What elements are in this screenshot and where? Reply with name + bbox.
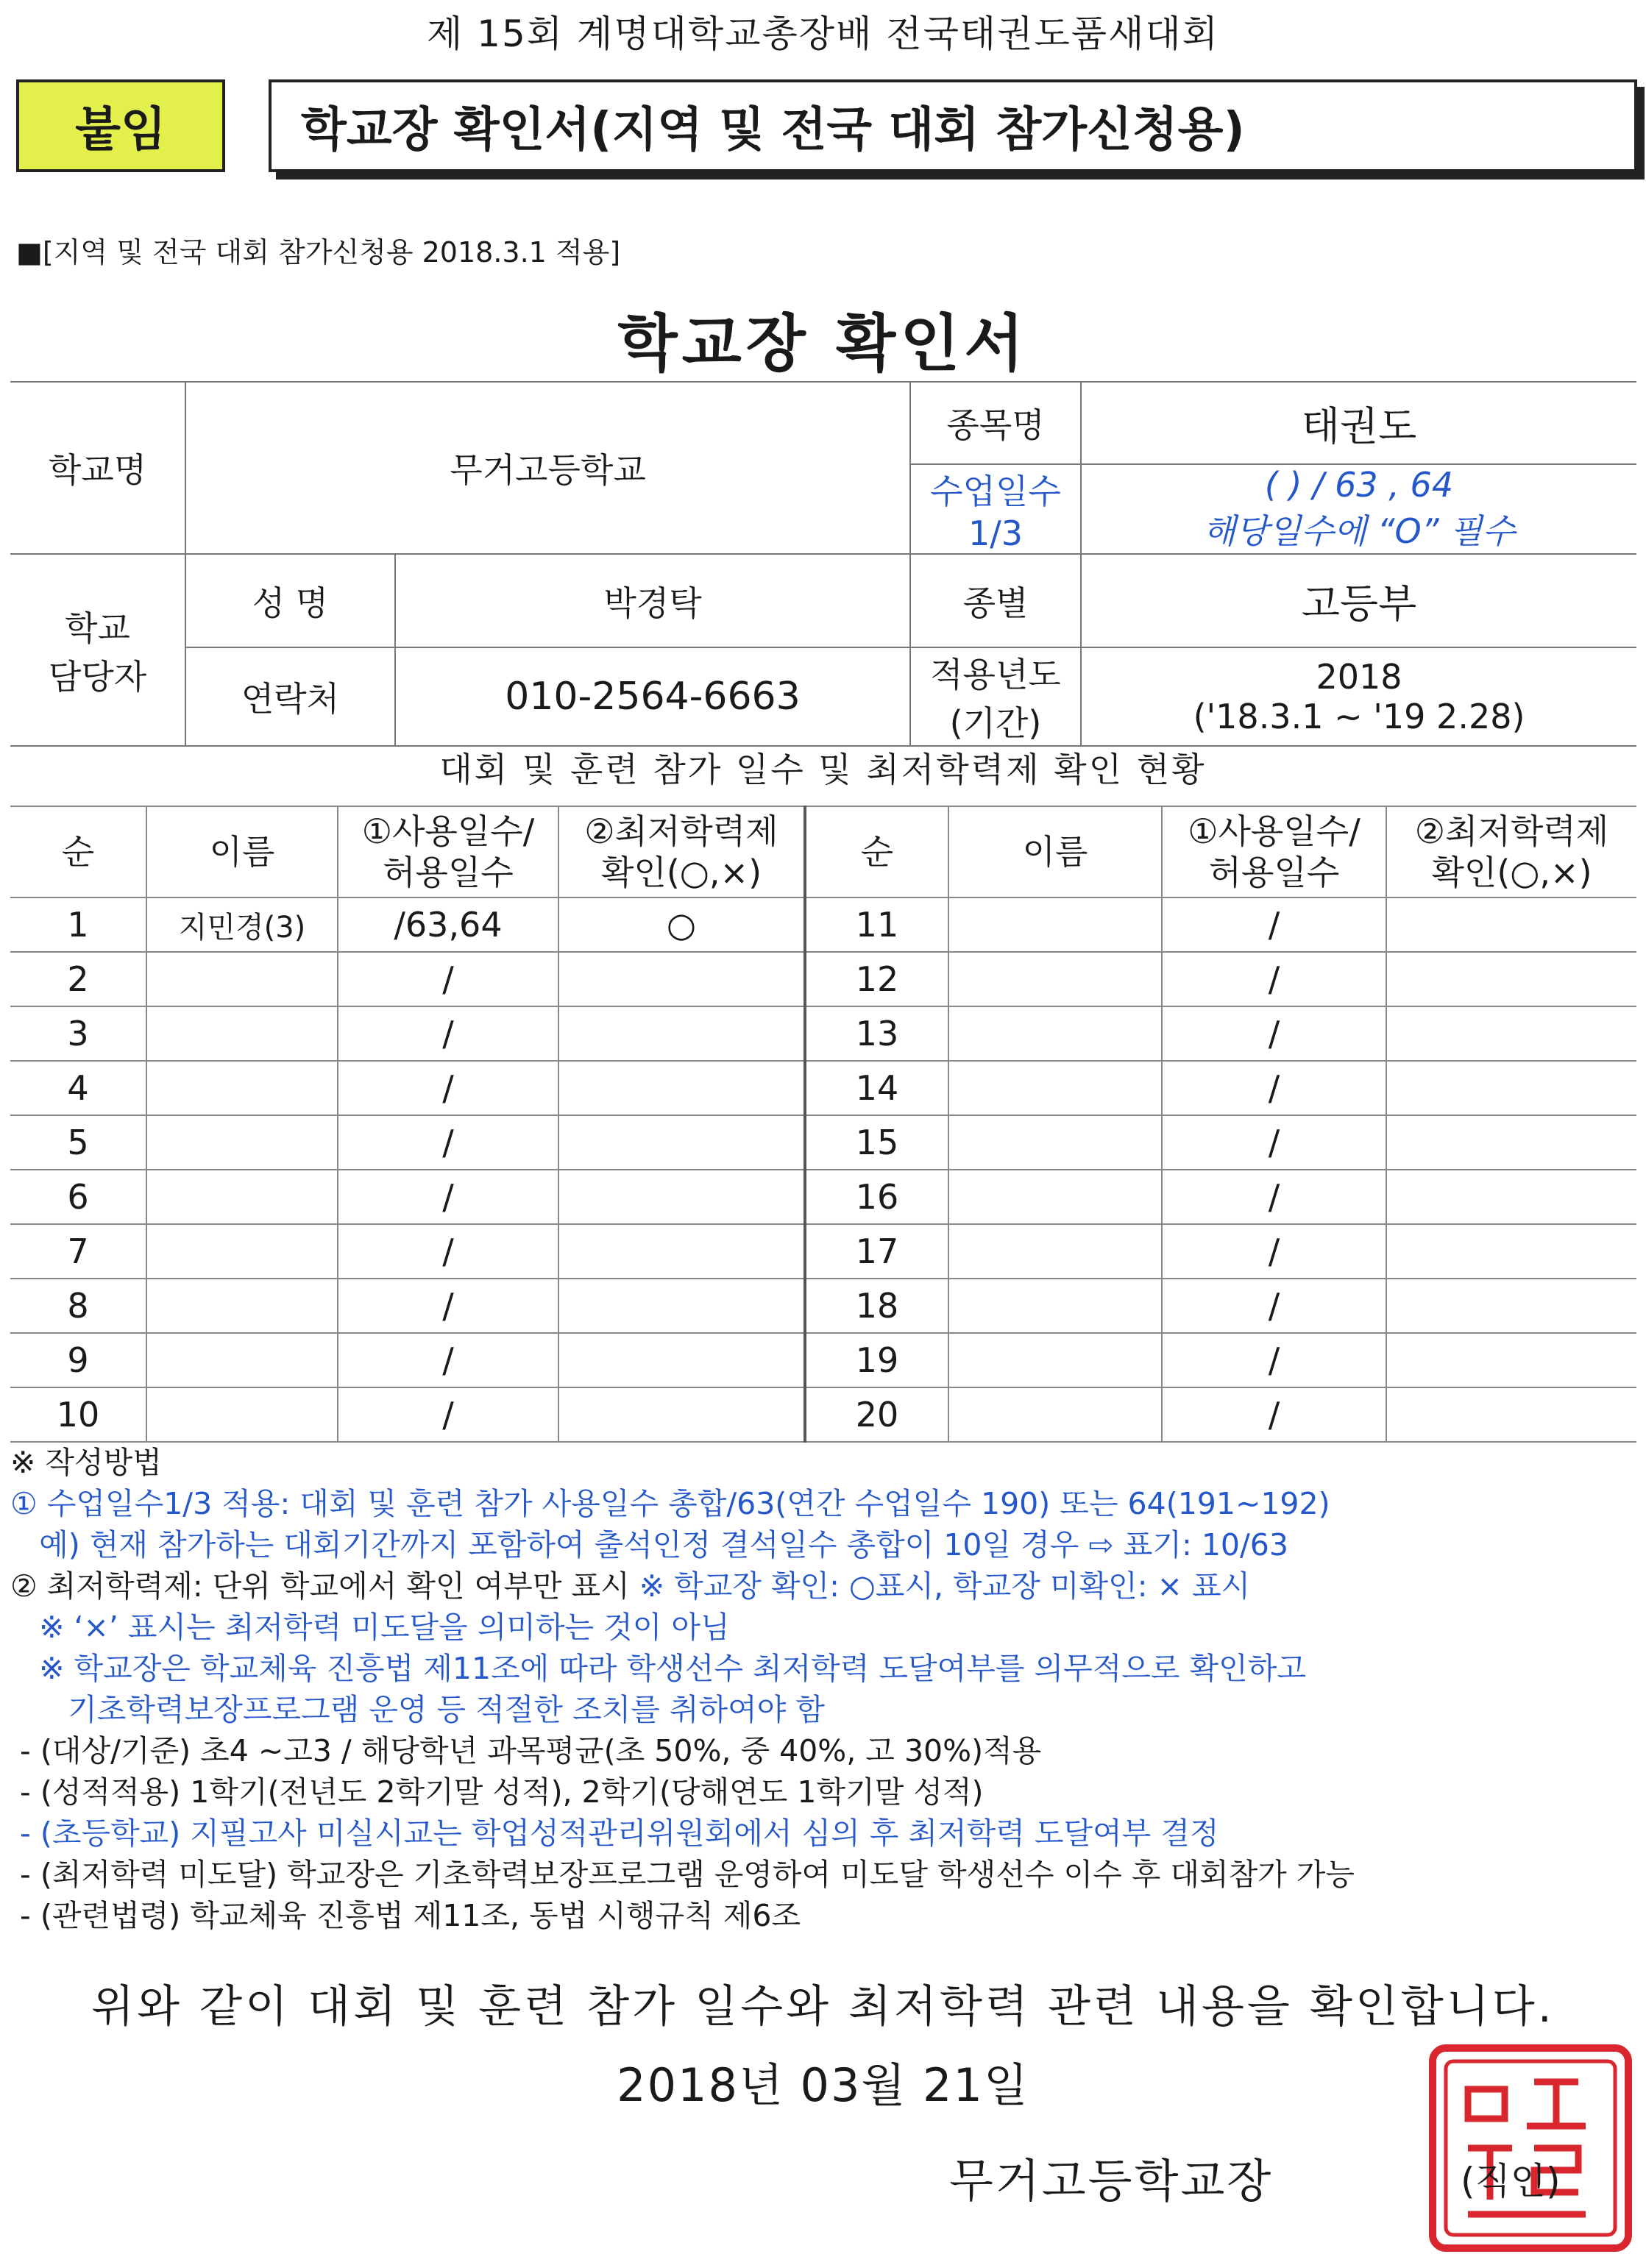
method-line-text: - (초등학교) 지필고사 미실시교는 학업성적관리위원회에서 심의 후 최저학력 도달여부 결정 [10, 1816, 1219, 1851]
athlete-name [948, 1061, 1162, 1115]
method-line-text: ② 최저학력제: 단위 학교에서 확인 여부만 표시 [10, 1568, 630, 1604]
method-line [10, 1565, 1636, 1607]
header-check [558, 806, 805, 897]
row-number: 20 [805, 1387, 948, 1442]
year-value [1081, 647, 1636, 746]
days-used: / [338, 1279, 558, 1333]
days-used: / [1162, 1279, 1386, 1333]
year-label-line2: (기간) [949, 703, 1042, 743]
header-check-right-line1: ②최저학력제 [1414, 811, 1609, 851]
method-line-text: ※ ‘×’ 표시는 최저학력 미도달을 의미하는 것이 아님 [10, 1610, 730, 1645]
header-check-line2: 확인(○,×) [600, 853, 762, 892]
row-number: 14 [805, 1061, 948, 1115]
table-row [10, 1333, 1636, 1387]
row-number: 19 [805, 1333, 948, 1387]
header-days-right [1162, 806, 1386, 897]
row-number: 4 [10, 1061, 146, 1115]
method-title: ※ 작성방법 [10, 1445, 162, 1480]
manager-label [10, 554, 185, 746]
row-number: 6 [10, 1170, 146, 1224]
contact-label: 연락처 [185, 647, 395, 746]
school-name-label: 학교명 [10, 382, 185, 554]
academic-check [1386, 1170, 1636, 1224]
academic-check [1386, 1387, 1636, 1442]
table-row [10, 897, 1636, 952]
method-line [10, 1524, 1636, 1565]
header-name-right: 이름 [948, 806, 1162, 897]
academic-check [1386, 1061, 1636, 1115]
method-line-text: - (대상/기준) 초4 ~고3 / 해당학년 과목평균(초 50%, 중 40%, 고 30%)적용 [10, 1733, 1042, 1768]
event-value: 태권도 [1081, 382, 1636, 464]
days-used: / [1162, 1333, 1386, 1387]
class-days-label-line1: 수업일수 [930, 472, 1061, 511]
method-line-text: 기초학력보장프로그램 운영 등 적절한 조치를 취하여야 함 [10, 1692, 825, 1727]
seal-label: (직인) [1461, 2160, 1561, 2203]
event-label: 종목명 [910, 382, 1081, 464]
athlete-name [948, 897, 1162, 952]
header-days-line2: 허용일수 [383, 853, 514, 892]
days-used: / [338, 1006, 558, 1061]
header-check-right [1386, 806, 1636, 897]
header-days-right-line2: 허용일수 [1208, 853, 1340, 892]
athlete-name [948, 1006, 1162, 1061]
table-row [10, 1279, 1636, 1333]
academic-check [1386, 897, 1636, 952]
athlete-name [146, 952, 338, 1006]
days-used: / [1162, 1061, 1386, 1115]
athlete-name [146, 1279, 338, 1333]
academic-check [558, 1279, 805, 1333]
method-line [10, 1648, 1636, 1689]
year-value-line1: 2018 [1316, 657, 1402, 697]
days-used: / [338, 1333, 558, 1387]
header-check-line1: ②최저학력제 [584, 811, 778, 851]
row-number: 16 [805, 1170, 948, 1224]
confirmation-statement: 위와 같이 대회 및 훈련 참가 일수와 최저학력 관련 내용을 확인합니다. [91, 1981, 1555, 2033]
academic-check [558, 1061, 805, 1115]
academic-check [558, 1115, 805, 1170]
class-days-value [1081, 464, 1636, 554]
days-used: / [1162, 897, 1386, 952]
days-used: / [1162, 1006, 1386, 1061]
manager-label-line1: 학교 [65, 608, 130, 648]
athlete-name [948, 1115, 1162, 1170]
days-used: / [1162, 1224, 1386, 1279]
table-row [10, 1224, 1636, 1279]
row-number: 10 [10, 1387, 146, 1442]
academic-check [558, 1224, 805, 1279]
header-name: 이름 [146, 806, 338, 897]
days-used: / [338, 1061, 558, 1115]
method-line-text: - (관련법령) 학교체육 진흥법 제11조, 동법 시행규칙 제6조 [10, 1898, 801, 1933]
athlete-name [146, 1115, 338, 1170]
method-line [10, 1854, 1636, 1895]
event-title: 제 15회 계명대학교총장배 전국태권도품새대회 [426, 13, 1219, 55]
manager-label-line2: 담당자 [48, 656, 147, 697]
row-number: 17 [805, 1224, 948, 1279]
applicability-note: ■[지역 및 전국 대회 참가신청용 2018.3.1 적용] [16, 236, 621, 269]
method-line [10, 1895, 1636, 1936]
class-days-label-line2: 1/3 [968, 513, 1024, 553]
manager-name-value: 박경탁 [395, 554, 910, 647]
year-label [910, 647, 1081, 746]
days-used: / [1162, 1170, 1386, 1224]
academic-check [1386, 1279, 1636, 1333]
header-no-right: 순 [805, 806, 948, 897]
division-label: 종별 [910, 554, 1081, 647]
row-number: 3 [10, 1006, 146, 1061]
academic-check [1386, 1115, 1636, 1170]
academic-check [558, 1006, 805, 1061]
athlete-name [948, 952, 1162, 1006]
athlete-name [146, 1061, 338, 1115]
row-number: 18 [805, 1279, 948, 1333]
days-used: / [1162, 952, 1386, 1006]
academic-check [1386, 1006, 1636, 1061]
header-days [338, 806, 558, 897]
method-line [10, 1689, 1636, 1730]
header-no: 순 [10, 806, 146, 897]
athlete-name [146, 1006, 338, 1061]
table-row [10, 1115, 1636, 1170]
document-title: 학교장 확인서 [617, 308, 1029, 380]
row-number: 1 [10, 897, 146, 952]
table-row [10, 1006, 1636, 1061]
division-value: 고등부 [1081, 554, 1636, 647]
row-number: 8 [10, 1279, 146, 1333]
academic-check [558, 1333, 805, 1387]
athlete-name [948, 1333, 1162, 1387]
principal-signature-line: 무거고등학교장 [949, 2154, 1274, 2208]
manager-name-label: 성 명 [185, 554, 395, 647]
days-used: / [338, 1224, 558, 1279]
method-line-text: ① 수업일수1/3 적용: 대회 및 훈련 참가 사용일수 총합/63(연간 수업일수 190) 또는 64(191~192) [10, 1486, 1330, 1521]
academic-check [1386, 1333, 1636, 1387]
roster-table [10, 806, 1636, 1443]
method-line [10, 1813, 1636, 1854]
days-used: / [338, 952, 558, 1006]
athlete-name [948, 1170, 1162, 1224]
method-line [10, 1730, 1636, 1771]
athlete-name [146, 1333, 338, 1387]
method-line [10, 1607, 1636, 1648]
school-name-value: 무거고등학교 [185, 382, 910, 554]
header-check-right-line2: 확인(○,×) [1431, 853, 1592, 892]
table-row [10, 1170, 1636, 1224]
method-line [10, 1771, 1636, 1813]
method-line [10, 1483, 1636, 1524]
academic-check [558, 1170, 805, 1224]
days-used: /63,64 [338, 897, 558, 952]
academic-check: ○ [558, 897, 805, 952]
row-number: 7 [10, 1224, 146, 1279]
athlete-name [146, 1387, 338, 1442]
row-number: 13 [805, 1006, 948, 1061]
row-number: 12 [805, 952, 948, 1006]
attachment-badge: 붙임 [16, 79, 225, 172]
athlete-name [948, 1279, 1162, 1333]
row-number: 15 [805, 1115, 948, 1170]
method-line-text: 예) 현재 참가하는 대회기간까지 포함하여 출석인정 결석일수 총합이 10일 경우 ⇨ 표기: 10/63 [10, 1527, 1288, 1563]
academic-check [558, 1387, 805, 1442]
contact-value: 010-2564-6663 [395, 647, 910, 746]
class-days-label [910, 464, 1081, 554]
method-line-text: - (성적적용) 1학기(전년도 2학기말 성적), 2학기(당해연도 1학기말 성적) [10, 1774, 984, 1810]
header-days-line1: ①사용일수/ [361, 811, 535, 851]
year-label-line1: 적용년도 [930, 655, 1061, 694]
official-seal-icon [1424, 2038, 1637, 2258]
days-used: / [1162, 1387, 1386, 1442]
days-used: / [338, 1170, 558, 1224]
days-used: / [338, 1115, 558, 1170]
row-number: 11 [805, 897, 948, 952]
year-value-line2: ('18.3.1 ~ '19 2.28) [1193, 697, 1525, 736]
academic-check [1386, 952, 1636, 1006]
athlete-name [146, 1224, 338, 1279]
issue-date: 2018년 03월 21일 [617, 2058, 1029, 2112]
days-used: / [338, 1387, 558, 1442]
method-line-tail: ※ 학교장 확인: ○표시, 학교장 미확인: × 표시 [629, 1568, 1251, 1604]
table-row [10, 1061, 1636, 1115]
roster-title: 대회 및 훈련 참가 일수 및 최저학력제 확인 현황 [439, 750, 1207, 789]
academic-check [1386, 1224, 1636, 1279]
athlete-name: 지민경(3) [146, 897, 338, 952]
row-number: 5 [10, 1115, 146, 1170]
method-section [10, 1442, 1636, 1936]
method-line-text: ※ 학교장은 학교체육 진흥법 제11조에 따라 학생선수 최저학력 도달여부를 의무적으로 확인하고 [10, 1651, 1306, 1686]
table-row [10, 952, 1636, 1006]
athlete-name [146, 1170, 338, 1224]
school-info-table [10, 381, 1636, 747]
class-days-value-line1: ( ) / 63 , 64 [1264, 465, 1454, 505]
athlete-name [948, 1224, 1162, 1279]
row-number: 2 [10, 952, 146, 1006]
header-days-right-line1: ①사용일수/ [1188, 811, 1361, 851]
academic-check [558, 952, 805, 1006]
class-days-value-line2: 해당일수에 “O” 필수 [1202, 511, 1516, 551]
athlete-name [948, 1387, 1162, 1442]
row-number: 9 [10, 1333, 146, 1387]
method-line-text: - (최저학력 미도달) 학교장은 기초학력보장프로그램 운영하여 미도달 학생선수 이수 후 대회참가 가능 [10, 1857, 1355, 1892]
document-heading: 학교장 확인서(지역 및 전국 대회 참가신청용) [269, 79, 1637, 172]
days-used: / [1162, 1115, 1386, 1170]
table-row [10, 1387, 1636, 1442]
